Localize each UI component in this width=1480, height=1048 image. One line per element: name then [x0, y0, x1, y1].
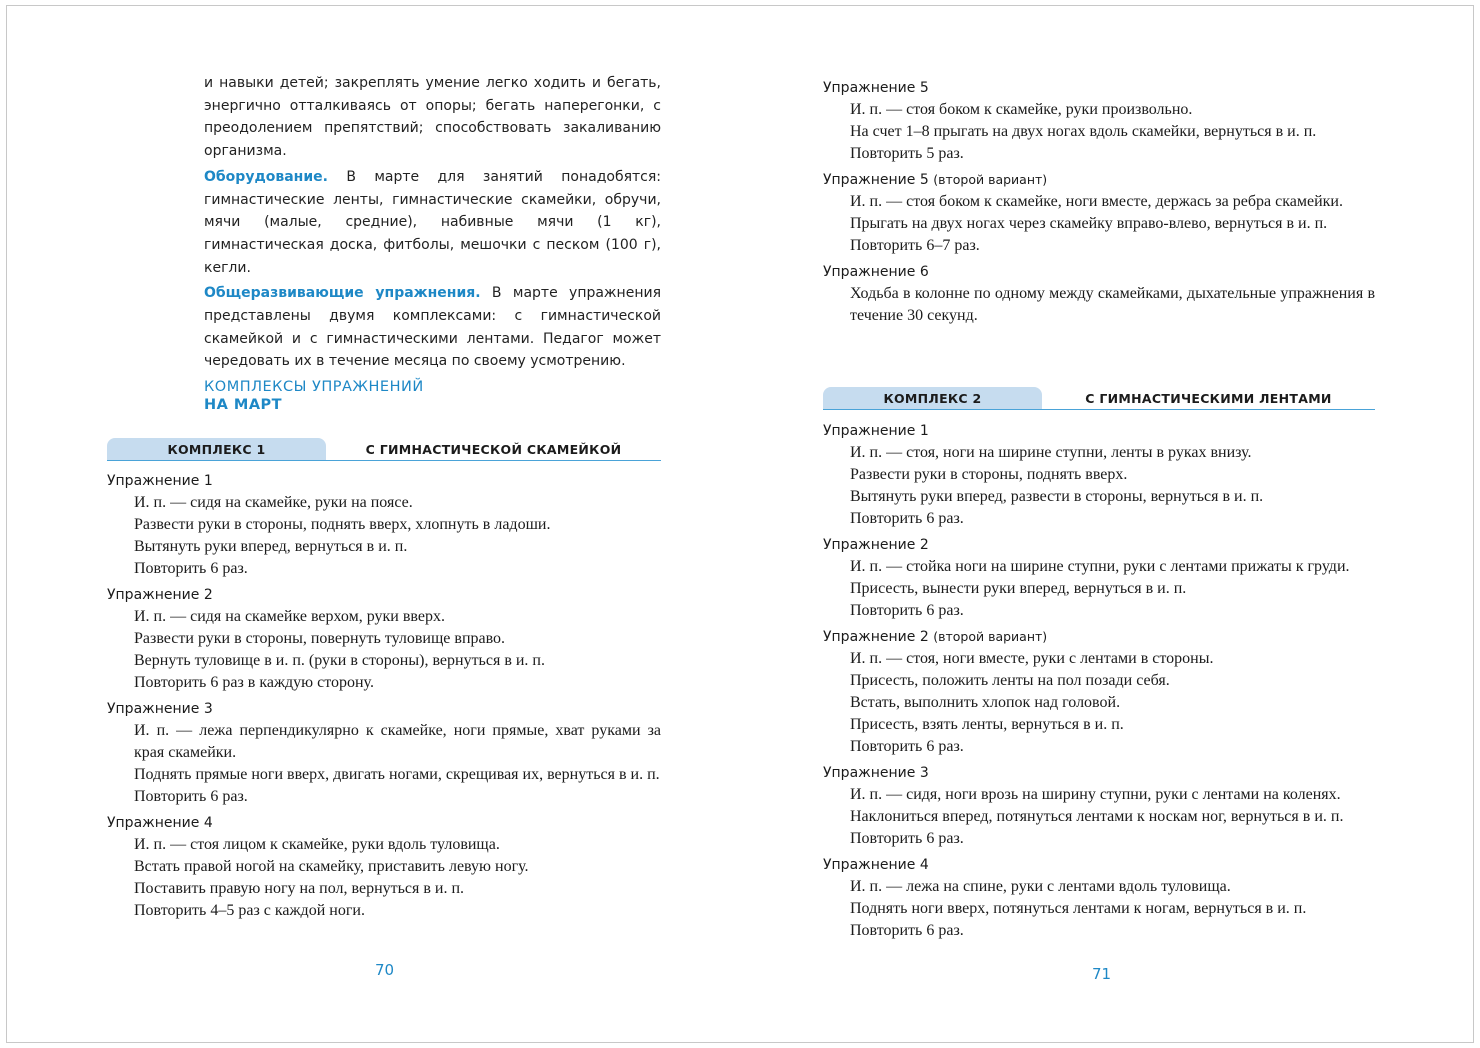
exercise-line: Развести руки в стороны, поднять вверх. — [850, 466, 1128, 483]
exercise-title-text: Упражнение 3 — [107, 701, 213, 717]
exercise-line: Наклониться вперед, потянуться лентами к носкам ног, вернуться в и. п. — [850, 808, 1344, 825]
exercise-line: И. п. — стоя лицом к скамейке, руки вдоль туловища. — [134, 836, 500, 853]
exercise-title-text: Упражнение 5 — [823, 172, 929, 188]
exercise-line: Повторить 6 раз. — [850, 830, 964, 847]
exercise-line: Присесть, взять ленты, вернуться в и. п. — [850, 716, 1124, 733]
section-title-line2: НА МАРТ — [204, 397, 283, 413]
exercise-title — [107, 584, 661, 606]
exercise-line: Вернуть туловище в и. п. (руки в стороны), вернуться в и. п. — [134, 652, 545, 669]
exercise-line: И. п. — сидя на скамейке, руки на поясе. — [134, 494, 413, 511]
exercise-title — [823, 854, 1375, 876]
exercise-variant: (второй вариант) — [933, 172, 1048, 187]
exercise-line: Присесть, положить ленты на пол позади себя. — [850, 672, 1170, 689]
general-exercises-label: Общеразвивающие упражнения. — [204, 285, 481, 302]
intro-text — [204, 72, 661, 376]
exercise-title-text: Упражнение 5 — [823, 80, 929, 96]
exercise-line: Развести руки в стороны, поднять вверх, хлопнуть в ладоши. — [134, 516, 551, 533]
general-exercises-text: В марте упражнения представлены двумя комплексами: с гимнастической скамейкой и с гимнастическими лентами. Педагог может чередовать их в течение месяца по своему усмотрению. — [204, 285, 661, 370]
exercise-title-text: Упражнение 2 — [823, 537, 929, 553]
page-number-right: 71 — [1092, 965, 1112, 983]
exercise-line: Встать, выполнить хлопок над головой. — [850, 694, 1121, 711]
exercise-line: Повторить 6 раз. — [134, 788, 248, 805]
section-title — [204, 378, 424, 414]
exercise-title — [107, 698, 661, 720]
equipment-paragraph — [204, 166, 661, 280]
exercise-block — [823, 762, 1375, 850]
exercise-line: Повторить 6 раз. — [134, 560, 248, 577]
exercise-line: Поставить правую ногу на пол, вернуться в и. п. — [134, 880, 465, 897]
exercise-block — [107, 812, 661, 922]
exercise-title — [823, 626, 1375, 648]
complex-1-header — [107, 438, 661, 461]
exercise-title-text: Упражнение 3 — [823, 765, 929, 781]
exercise-line: И. п. — стоя боком к скамейке, руки произвольно. — [850, 101, 1193, 118]
exercise-title — [823, 420, 1375, 442]
page-number-left: 70 — [375, 961, 395, 979]
exercise-line: Повторить 6 раз. — [850, 510, 964, 527]
exercise-line: И. п. — сидя на скамейке верхом, руки вверх. — [134, 608, 445, 625]
exercise-line: И. п. — сидя, ноги врозь на ширину ступни, руки с лентами на коленях. — [850, 786, 1341, 803]
exercise-line: И. п. — лежа на спине, руки с лентами вдоль туловища. — [850, 878, 1231, 895]
exercise-title — [823, 261, 1375, 283]
exercise-line: Прыгать на двух ногах через скамейку вправо-влево, вернуться в и. п. — [850, 215, 1328, 232]
exercise-line: Повторить 6 раз. — [850, 922, 964, 939]
complex-2-exercises — [823, 420, 1375, 946]
exercise-line: Повторить 6 раз. — [850, 602, 964, 619]
exercise-block — [823, 77, 1375, 165]
equipment-text: В марте для занятий понадобятся: гимнастические ленты, гимнастические скамейки, обручи, мячи (малые, средние), набивные мячи (1 кг), гимнастическая доска, фитболы, мешочки с песком (100 г), кегли. — [204, 168, 661, 276]
exercise-line: И. п. — стоя, ноги вместе, руки с лентами в стороны. — [850, 650, 1214, 667]
exercise-title — [823, 762, 1375, 784]
exercise-title — [107, 470, 661, 492]
complex-2-tab: КОМПЛЕКС 2 — [823, 387, 1042, 409]
exercise-line: Повторить 6 раз. — [850, 738, 964, 755]
complex-2-title: С ГИМНАСТИЧЕСКИМИ ЛЕНТАМИ — [1085, 391, 1332, 406]
exercise-block — [823, 626, 1375, 758]
exercise-title — [107, 812, 661, 834]
exercise-block — [107, 584, 661, 694]
exercise-title — [823, 169, 1375, 191]
exercise-title-text: Упражнение 6 — [823, 264, 929, 280]
exercise-title-text: Упражнение 1 — [107, 473, 213, 489]
exercise-line: Вытянуть руки вперед, развести в стороны, вернуться в и. п. — [850, 488, 1264, 505]
exercise-line: Присесть, вынести руки вперед, вернуться в и. п. — [850, 580, 1187, 597]
exercise-line: И. п. — лежа перпендикулярно к скамейке, ноги прямые, хват руками за края скамейки. — [134, 722, 661, 761]
exercise-title-text: Упражнение 4 — [107, 815, 213, 831]
general-exercises-paragraph — [204, 282, 661, 373]
exercise-line: Повторить 5 раз. — [850, 145, 964, 162]
exercise-line: Повторить 6 раз в каждую сторону. — [134, 674, 374, 691]
exercise-line: И. п. — стоя, ноги на ширине ступни, ленты в руках внизу. — [850, 444, 1252, 461]
exercise-block — [823, 261, 1375, 327]
exercise-block — [823, 420, 1375, 530]
exercise-title — [823, 534, 1375, 556]
exercise-block — [107, 698, 661, 808]
exercise-block — [823, 169, 1375, 257]
exercise-line: Развести руки в стороны, повернуть туловище вправо. — [134, 630, 506, 647]
exercise-line: Встать правой ногой на скамейку, приставить левую ногу. — [134, 858, 529, 875]
complex-1-exercises — [107, 470, 661, 926]
equipment-label: Оборудование. — [204, 168, 328, 185]
exercise-block — [823, 534, 1375, 622]
exercise-title — [823, 77, 1375, 99]
exercise-line: Ходьба в колонне по одному между скамейками, дыхательные упражнения в течение 30 секунд. — [850, 285, 1375, 324]
exercise-line: Поднять ноги вверх, потянуться лентами к ногам, вернуться в и. п. — [850, 900, 1307, 917]
intro-paragraph: и навыки детей; закреплять умение легко ходить и бегать, энергично отталкиваясь от опоры; бегать наперегонки, с преодолением препятствий; способствовать закаливанию организма. — [204, 75, 661, 160]
complex-2-header — [823, 387, 1375, 410]
exercise-block — [107, 470, 661, 580]
exercise-title-text: Упражнение 1 — [823, 423, 929, 439]
exercise-line: Поднять прямые ноги вверх, двигать ногами, скрещивая их, вернуться в и. п. — [134, 766, 660, 783]
exercise-line: И. п. — стоя боком к скамейке, ноги вместе, держась за ребра скамейки. — [850, 193, 1343, 210]
exercise-line: Повторить 6–7 раз. — [850, 237, 980, 254]
exercise-line: Повторить 4–5 раз с каждой ноги. — [134, 902, 365, 919]
complex-1-exercises-continued — [823, 77, 1375, 331]
exercise-variant: (второй вариант) — [933, 629, 1048, 644]
section-title-line1: КОМПЛЕКСЫ УПРАЖНЕНИЙ — [204, 379, 424, 395]
exercise-title-text: Упражнение 2 — [823, 629, 929, 645]
exercise-block — [823, 854, 1375, 942]
exercise-line: Вытянуть руки вперед, вернуться в и. п. — [134, 538, 408, 555]
exercise-line: И. п. — стойка ноги на ширине ступни, руки с лентами прижаты к груди. — [850, 558, 1350, 575]
complex-1-title: С ГИМНАСТИЧЕСКОЙ СКАМЕЙКОЙ — [365, 442, 622, 457]
exercise-title-text: Упражнение 4 — [823, 857, 929, 873]
exercise-title-text: Упражнение 2 — [107, 587, 213, 603]
exercise-line: На счет 1–8 прыгать на двух ногах вдоль скамейки, вернуться в и. п. — [850, 123, 1317, 140]
complex-1-tab: КОМПЛЕКС 1 — [107, 438, 326, 460]
